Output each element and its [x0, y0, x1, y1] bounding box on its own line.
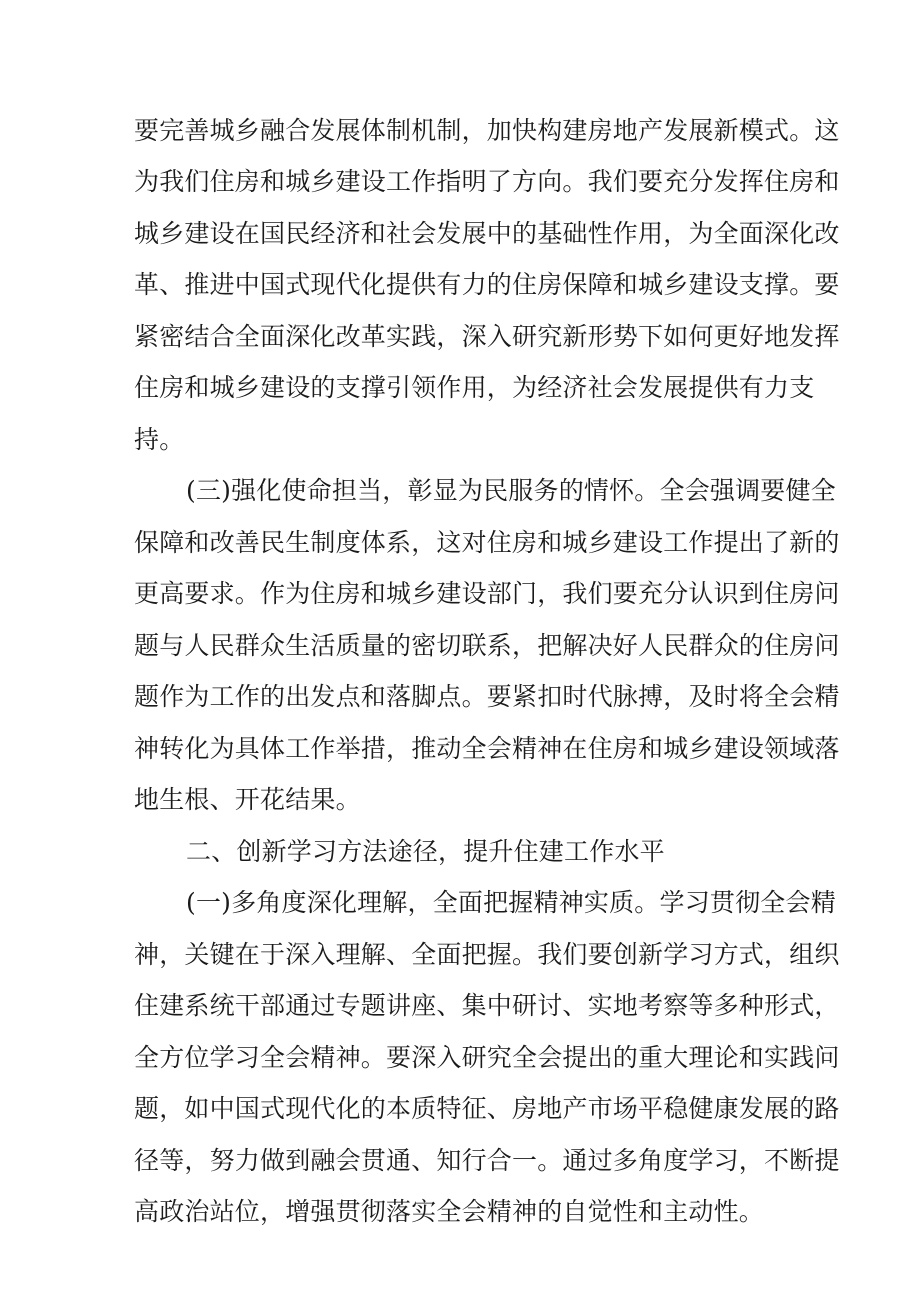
paragraph-1-line-3: 城乡建设在国民经济和社会发展中的基础性作用，为全面深化改: [134, 219, 840, 248]
paragraph-3-line-7: 高政治站位，增强贯彻落实全会精神的自觉性和主动性。: [134, 1197, 765, 1226]
section-heading: 二、创新学习方法途径，提升住建工作水平: [186, 837, 665, 866]
paragraph-2-line-1: (三)强化使命担当，彰显为民服务的情怀。全会强调要健全: [186, 476, 836, 505]
paragraph-1-line-1: 要完善城乡融合发展体制机制，加快构建房地产发展新模式。这: [134, 116, 840, 145]
paragraph-2-line-3: 更高要求。作为住房和城乡建设部门，我们要充分认识到住房问: [134, 579, 840, 608]
paragraph-2-line-2: 保障和改善民生制度体系，这对住房和城乡建设工作提出了新的: [134, 528, 840, 557]
paragraph-1-line-4: 革、推进中国式现代化提供有力的住房保障和城乡建设支撑。要: [134, 270, 840, 299]
paragraph-3-line-5: 题，如中国式现代化的本质特征、房地产市场平稳健康发展的路: [134, 1094, 840, 1123]
paragraph-1-line-6: 住房和城乡建设的支撑引领作用，为经济社会发展提供有力支: [134, 373, 815, 402]
paragraph-3-line-2: 神，关键在于深入理解、全面把握。我们要创新学习方式，组织: [134, 940, 840, 969]
paragraph-3-line-1: (一)多角度深化理解，全面把握精神实质。学习贯彻全会精: [186, 888, 836, 917]
paragraph-3-line-4: 全方位学习全会精神。要深入研究全会提出的重大理论和实践问: [134, 1043, 840, 1072]
paragraph-1-line-2: 为我们住房和城乡建设工作指明了方向。我们要充分发挥住房和: [134, 167, 840, 196]
paragraph-3-line-6: 径等，努力做到融会贯通、知行合一。通过多角度学习，不断提: [134, 1146, 840, 1175]
paragraph-3-line-3: 住建系统干部通过专题讲座、集中研讨、实地考察等多种形式，: [134, 991, 840, 1020]
paragraph-2-line-5: 题作为工作的出发点和落脚点。要紧扣时代脉搏，及时将全会精: [134, 682, 840, 711]
paragraph-2-line-6: 神转化为具体工作举措，推动全会精神在住房和城乡建设领域落: [134, 734, 840, 763]
paragraph-2-line-4: 题与人民群众生活质量的密切联系，把解决好人民群众的住房问: [134, 631, 840, 660]
paragraph-2-line-7: 地生根、开花结果。: [134, 785, 361, 814]
paragraph-1-line-7: 持。: [134, 425, 185, 454]
paragraph-1-line-5: 紧密结合全面深化改革实践，深入研究新形势下如何更好地发挥: [134, 322, 840, 351]
